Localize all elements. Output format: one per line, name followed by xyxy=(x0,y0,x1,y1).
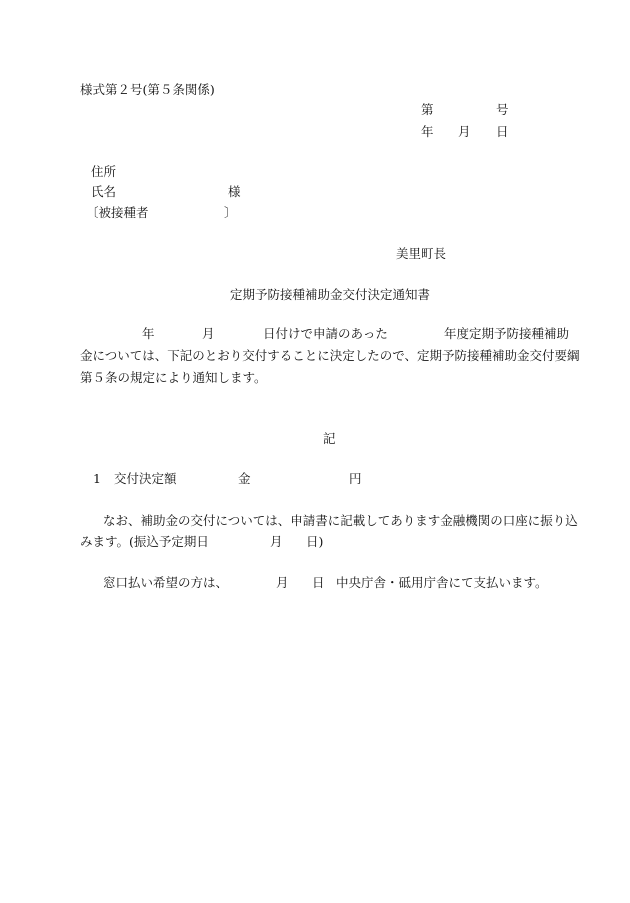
page-title: 定期予防接種補助金交付決定通知書 xyxy=(230,287,431,302)
issuer: 美里町長 xyxy=(396,246,447,261)
body-line-2: 金については、下記のとおり交付することに決定したので、定期予防接種補助金交付要綱 xyxy=(80,348,580,363)
date-day: 日 xyxy=(496,124,509,139)
item1-yen: 円 xyxy=(349,471,362,486)
address-label: 住所 xyxy=(91,164,117,179)
window-day: 日 xyxy=(312,575,325,590)
body-year: 年 xyxy=(142,326,155,341)
window-month: 月 xyxy=(276,575,289,590)
item1-kin: 金 xyxy=(238,471,251,486)
body-fiscal-text: 年度定期予防接種補助 xyxy=(444,326,570,341)
doc-number-go: 号 xyxy=(496,102,509,117)
body-line-3: 第５条の規定により通知します。 xyxy=(80,370,267,385)
ki-heading: 記 xyxy=(323,431,336,446)
vaccinee-close-bracket: 〕 xyxy=(224,205,237,220)
transfer-line-2-prefix: みます。(振込予定期日 xyxy=(80,534,209,549)
body-month: 月 xyxy=(202,326,215,341)
sama-label: 様 xyxy=(228,184,241,199)
transfer-month: 月 xyxy=(270,534,283,549)
date-month: 月 xyxy=(458,124,471,139)
body-date-text: 日付けで申請のあった xyxy=(263,326,388,341)
vaccinee-label: 〔被接種者 xyxy=(86,205,149,220)
name-label: 氏名 xyxy=(91,184,117,199)
doc-number-dai: 第 xyxy=(421,102,434,117)
date-year: 年 xyxy=(421,124,434,139)
transfer-day: 日) xyxy=(306,534,324,549)
form-label: 様式第２号(第５条関係) xyxy=(80,82,215,97)
item1-label: 交付決定額 xyxy=(114,471,177,486)
window-suffix: 中央庁舎・砥用庁舎にて支払います。 xyxy=(336,575,548,590)
transfer-line-1: なお、補助金の交付については、申請書に記載してあります金融機関の口座に振り込 xyxy=(103,513,578,528)
item1-number: 1 xyxy=(93,471,101,486)
window-prefix: 窓口払い希望の方は、 xyxy=(103,575,229,590)
